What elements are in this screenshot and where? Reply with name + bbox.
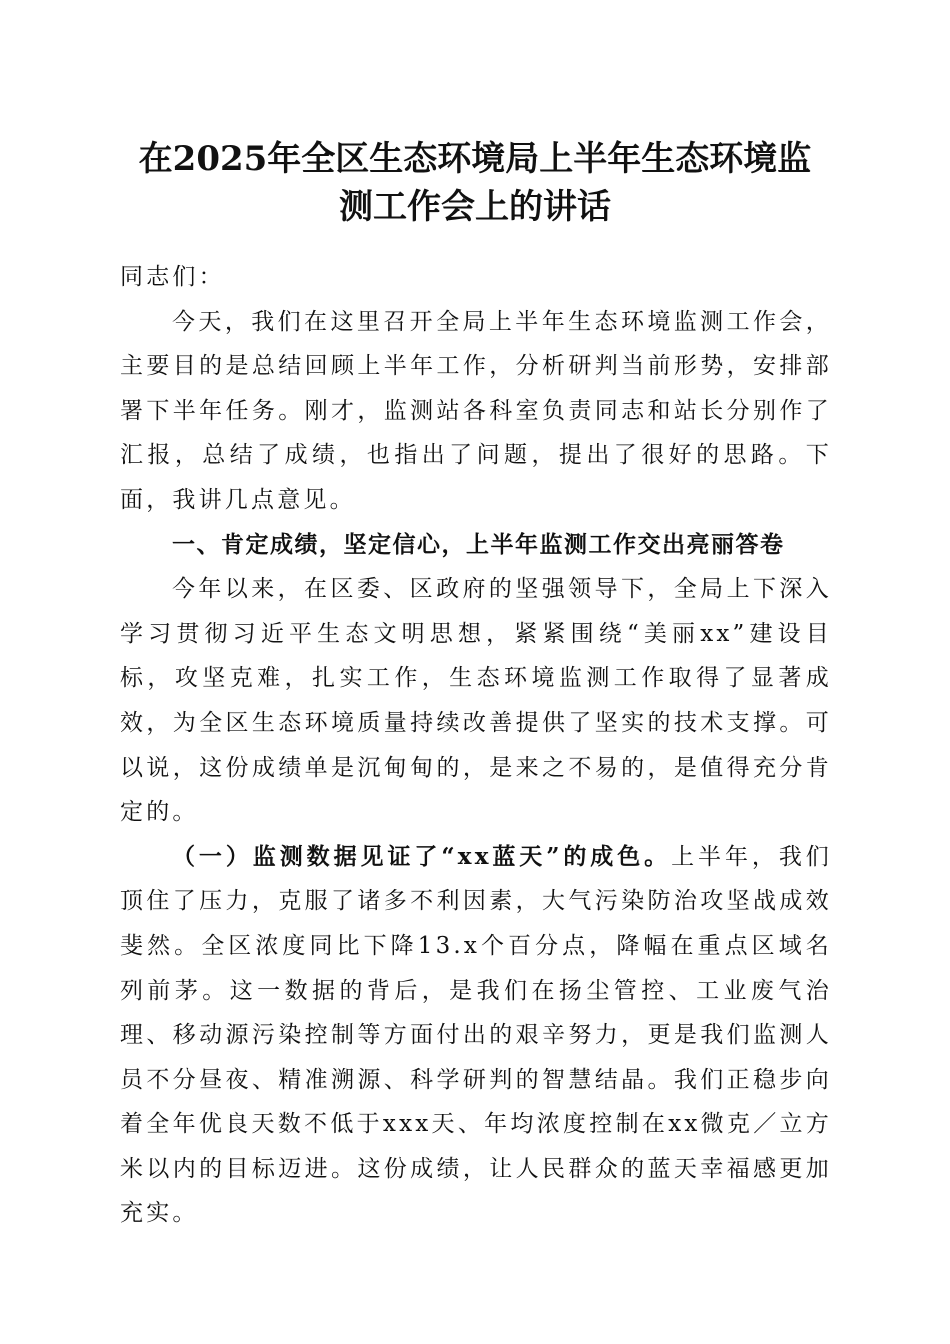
subsection-1-text: 上半年，我们顶住了压力，克服了诸多不利因素，大气污染防治攻坚战成效斐然。全区浓度同比下降13.x个百分点，降幅在重点区域名列前茅。这一数据的背后，是我们在扬尘管控、工业废气治理、移动源污染控制等方面付出的艰辛努力，更是我们监测人员不分昼夜、精准溯源、科学研判的智慧结晶。我们正稳步向着全年优良天数不低于xxx天、年均浓度控制在xx微克／立方米以内的目标迈进。这份成绩，让人民群众的蓝天幸福感更加充实。 — [120, 843, 833, 1227]
title-line-1: 在2025年全区生态环境局上半年生态环境监 — [138, 139, 812, 179]
subsection-heading-1: （一）监测数据见证了“xx蓝天”的成色。 — [172, 842, 672, 870]
document-title — [110, 135, 840, 231]
document-body — [120, 255, 832, 1236]
section-1-paragraph: 今年以来，在区委、区政府的坚强领导下，全局上下深入学习贯彻习近平生态文明思想，紧紧围绕“美丽xx”建设目标，攻坚克难，扎实工作，生态环境监测工作取得了显著成效，为全区生态环境质量持续改善提供了坚实的技术支撑。可以说，这份成绩单是沉甸甸的，是来之不易的，是值得充分肯定的。 — [120, 576, 832, 826]
subsection-1-paragraph — [120, 835, 832, 1236]
title-line-2: 测工作会上的讲话 — [339, 187, 611, 227]
salutation: 同志们： — [120, 264, 225, 290]
intro-paragraph: 今天，我们在这里召开全局上半年生态环境监测工作会，主要目的是总结回顾上半年工作，分析研判当前形势，安排部署下半年任务。刚才，监测站各科室负责同志和站长分别作了汇报，总结了成绩，也指出了问题，提出了很好的思路。下面，我讲几点意见。 — [120, 308, 832, 513]
section-heading-1: 一、肯定成绩，坚定信心，上半年监测工作交出亮丽答卷 — [172, 531, 785, 558]
